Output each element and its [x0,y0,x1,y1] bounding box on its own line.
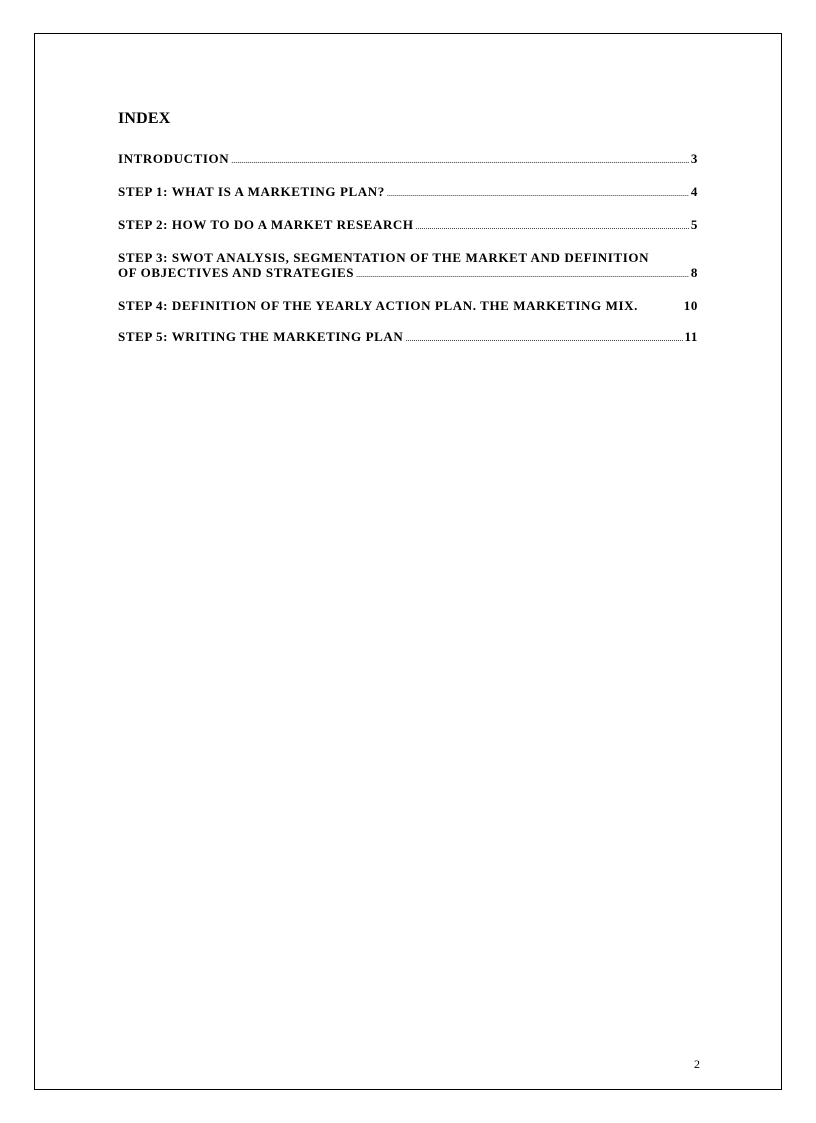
toc-entry-title-line-2: OF OBJECTIVES AND STRATEGIES [118,265,355,280]
toc-entry-page: 10 [683,298,698,313]
toc-dot-leader [387,184,689,201]
toc-dot-leader [356,265,689,282]
toc-entry-page: 4 [690,184,698,199]
toc-entry-title: STEP 5: WRITING THE MARKETING PLAN [118,329,404,344]
toc-dot-leader [416,217,689,234]
toc-entry-title: STEP 1: WHAT IS A MARKETING PLAN? [118,184,385,199]
toc-entry-page: 3 [690,151,698,166]
toc-entry-step-1[interactable] [118,184,698,201]
table-of-contents [118,151,698,362]
index-title: INDEX [118,110,171,127]
toc-entry-step-5[interactable] [118,329,698,346]
toc-entry-step-2[interactable] [118,217,698,234]
toc-entry-page: 8 [690,265,698,280]
toc-dot-leader [405,329,682,346]
toc-entry-step-4[interactable] [118,298,698,313]
toc-dot-leader [231,151,689,168]
toc-entry-page: 5 [690,217,698,232]
toc-entry-introduction[interactable] [118,151,698,168]
toc-entry-title: INTRODUCTION [118,151,230,166]
toc-entry-title: STEP 2: HOW TO DO A MARKET RESEARCH [118,217,414,232]
page-number: 2 [694,1057,700,1071]
toc-entry-step-3[interactable] [118,250,698,282]
toc-entry-title: STEP 4: DEFINITION OF THE YEARLY ACTION PLAN. THE MARKETING MIX. [118,298,638,313]
toc-entry-page: 11 [684,329,698,344]
toc-entry-title-line-1: STEP 3: SWOT ANALYSIS, SEGMENTATION OF THE MARKET AND DEFINITION [118,250,650,265]
